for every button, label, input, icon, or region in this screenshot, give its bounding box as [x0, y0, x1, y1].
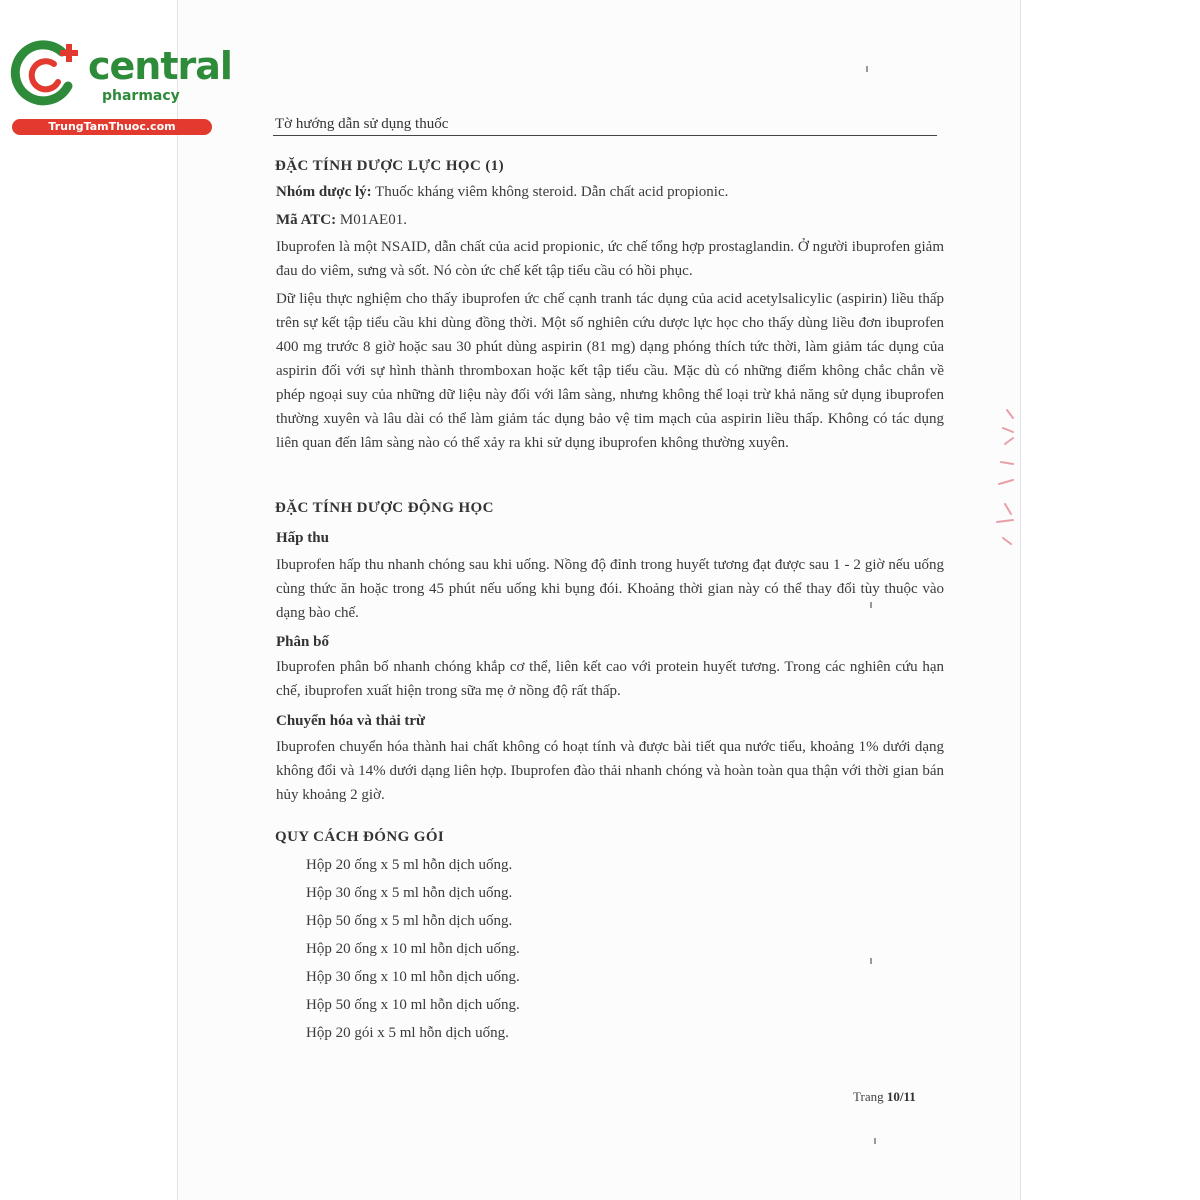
- absorption-paragraph: Ibuprofen hấp thu nhanh chóng sau khi uống. Nồng độ đỉnh trong huyết tương đạt được sau 1 - 2 giờ nếu uống cùng thức ăn hoặc trong 45 phút nếu uống khi bụng đói. Khoảng thời gian này có thể thay đổi tùy thuộc vào dạng bào chế.: [276, 557, 944, 621]
- packaging-item: Hộp 20 ống x 10 ml hỗn dịch uống.: [306, 941, 520, 957]
- group-value: Thuốc kháng viêm không steroid. Dẫn chất acid propionic.: [371, 184, 729, 200]
- scan-speck: [870, 958, 872, 964]
- group-label: Nhóm dược lý:: [276, 184, 372, 200]
- stamp-edge-mark: [985, 400, 1025, 550]
- pharmacy-c-icon: [10, 38, 90, 110]
- logo-sub-text: pharmacy: [102, 88, 180, 104]
- pharmacodynamics-paragraph-1: Ibuprofen là một NSAID, dẫn chất của acid propionic, ức chế tổng hợp prostaglandin. Ở người ibuprofen giảm đau do viêm, sưng và sốt. Nó còn ức chế kết tập tiểu cầu có hồi phục.: [276, 239, 944, 279]
- header-divider: [273, 135, 937, 136]
- pharmacokinetics-heading: ĐẶC TÍNH DƯỢC ĐỘNG HỌC: [275, 500, 494, 516]
- pharmacologic-group-line: [276, 184, 728, 201]
- distribution-paragraph: Ibuprofen phân bố nhanh chóng khắp cơ thể, liên kết cao với protein huyết tương. Trong các nghiên cứu hạn chế, ibuprofen xuất hiện trong sữa mẹ ở nồng độ rất thấp.: [276, 659, 944, 699]
- scan-speck: [870, 602, 872, 608]
- logo-brand-text: central: [88, 44, 232, 88]
- pharmacodynamics-paragraph-2: Dữ liệu thực nghiệm cho thấy ibuprofen ức chế cạnh tranh tác dụng của acid acetylsalicylic (aspirin) liều thấp trên sự kết tập tiểu cầu khi dùng đồng thời. Một số nghiên cứu dược lực học cho thấy dùng liều đơn ibuprofen 400 mg trước 8 giờ hoặc sau 30 phút dùng aspirin (81 mg) dạng phóng thích tức thời, làm giảm tác dụng của aspirin đối với sự hình thành thromboxan hoặc kết tập tiểu cầu. Mặc dù có những điểm không chắc chắn về phép ngoại suy của những dữ liệu này đối với lâm sàng, nhưng không thể loại trừ khả năng sử dụng ibuprofen thường xuyên và lâu dài có thể làm giảm tác dụng bảo vệ tim mạch của aspirin liều thấp. Không có tác dụng liên quan đến lâm sàng nào có thể xảy ra khi sử dụng ibuprofen không thường xuyên.: [276, 291, 944, 451]
- page-number: [853, 1089, 916, 1105]
- logo-url-badge[interactable]: TrungTamThuoc.com: [12, 119, 212, 135]
- packaging-item: Hộp 20 ống x 5 ml hỗn dịch uống.: [306, 857, 513, 873]
- atc-label: Mã ATC:: [276, 212, 337, 228]
- scan-speck: [866, 66, 868, 72]
- packaging-item: Hộp 20 gói x 5 ml hỗn dịch uống.: [306, 1025, 509, 1041]
- document-header: Tờ hướng dẫn sử dụng thuốc: [275, 116, 449, 132]
- central-pharmacy-logo[interactable]: [10, 36, 232, 136]
- absorption-heading: Hấp thu: [276, 530, 329, 546]
- metabolism-paragraph: Ibuprofen chuyển hóa thành hai chất không có hoạt tính và được bài tiết qua nước tiểu, khoảng 1% dưới dạng không đổi và 14% dưới dạng liên hợp. Ibuprofen đào thải nhanh chóng và hoàn toàn qua thận với thời gian bán hủy khoảng 2 giờ.: [276, 739, 944, 803]
- packaging-item: Hộp 50 ống x 10 ml hỗn dịch uống.: [306, 997, 520, 1013]
- atc-value: M01AE01.: [336, 212, 407, 228]
- packaging-item: Hộp 30 ống x 10 ml hỗn dịch uống.: [306, 969, 520, 985]
- packaging-item: Hộp 50 ống x 5 ml hỗn dịch uống.: [306, 913, 513, 929]
- page-number-value: 10/11: [886, 1089, 916, 1104]
- packaging-item: Hộp 30 ống x 5 ml hỗn dịch uống.: [306, 885, 513, 901]
- pharmacodynamics-heading: ĐẶC TÍNH DƯỢC LỰC HỌC (1): [275, 158, 505, 174]
- distribution-heading: Phân bố: [276, 634, 329, 650]
- page-label: Trang: [853, 1089, 887, 1104]
- metabolism-heading: Chuyển hóa và thải trừ: [276, 713, 426, 729]
- packaging-heading: QUY CÁCH ĐÓNG GÓI: [275, 829, 445, 845]
- scan-speck: [874, 1138, 876, 1144]
- atc-code-line: [276, 212, 407, 229]
